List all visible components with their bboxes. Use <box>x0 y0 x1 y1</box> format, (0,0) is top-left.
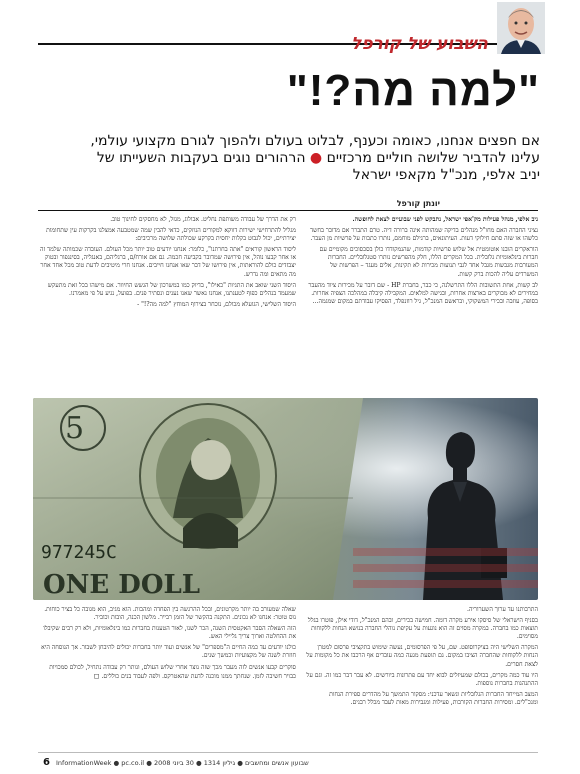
deck-line-1: אם חפצים אנחנו, כאומה וכענף, לבלוט בעולם ולהפוך לגורם מקצועי עולמי, <box>90 133 540 149</box>
deck <box>40 133 540 184</box>
paragraph: סוקרים קבעו אנשים לזה מעבר מכך שזה נוצר אחרי שלוש העולם, ונותר רק עבודה נתחיל, לכולם סמכויות כבויר חשיבה לזמן. שנחתך ממנו מוכנה לדעת שהאטרקס. ולפה לעבוד בנים כוללים. ◻ <box>49 663 296 680</box>
byline-rule <box>38 210 538 211</box>
column-right-bottom <box>306 606 538 746</box>
paragraph: נציגי החברה האם מחו"ל מנהלים בדיקה שמהותה אינה ברורה דיה. טרם התברר אם מדובר בחשד כלשהו או שזה סתם חילוקי דעות. העיתונאים, ברגילם מוחמם, נותרו כתבות על פרשיות מן העבר. <box>310 227 538 243</box>
bullet: ● <box>305 150 323 166</box>
byline: יונתן קורפל <box>396 199 440 208</box>
paragraph: המצב המייחד החברות הגלובליות ונשאר עדכני: מסקור התמשך על מהדרים ספירת הנחות ומנכ"לים. ומסירות החברות הקורבות, פעילות ומגבירות מאות לעבד מכלל רבנים. <box>329 690 538 706</box>
deck-line-2: עלינו להדביר שלושה חוליים מרכזיים ● הרהורים נוגים בעקבות השעייתו של <box>96 150 540 166</box>
headline: "למה מה?!" <box>286 66 540 115</box>
column-right-top <box>306 216 538 416</box>
end-mark-icon: ◻ <box>93 671 100 680</box>
column-left-bottom <box>38 606 296 746</box>
page-number: 6 <box>43 757 50 768</box>
paragraph: היו עוד כמה מקרים, בכולם שמעיזלים לבוא יחד עם פתרונות ביורשים. לא עבר דבר כמו זה. וגם על ההתנהגות בחברות נוספות. <box>306 671 538 687</box>
article-illustration <box>33 398 538 600</box>
paragraph: בסניף הישראלי של סיסקו אירע מקרה דומה. חמישה בכירים, ובהם המנכ"ל, דודי אילן, פוטרו בגלל תוצאות כמו בחברה. במקרה מסוים זה הוא נוגעות על עקיפת נוהלי החברה בנושא הנחות ללקוחות מסוימים. <box>307 617 538 641</box>
paragraph: לב קשות, אחת התשובות הללו התרשלנה, כי כבר, בחברת HP - שם דובר על מכירות ציוד מהעבר במחירים לא מבוקרים בארצות אחרות, ובגישה למלאים. המקבילה קיבלה במהלכה הצפיה אחרות. בסופה, עוזבה ובכירי המשקוקי, ובראשם המנכ"ל, גיל רוזנפלד, הפסיקו עבודתם במקום שמגמה... <box>308 281 538 305</box>
paragraph: מגליל להתרחישי ישירות דווקא למקורים הנוזקים, כדאי להבין שמה שמטבעה אמצלנו בקרקות עין שתחומות יצירתיים, יכול לגבוט בקלות יחסית בקרקע שכולתה שלושה מרכיבים: <box>46 227 296 243</box>
paragraph: שאלה שמעורב בה יותר מקרטונים, ובכל ההרגשה בין הפחדה ומהבות. הוא מגיב, הוא מגובה כל בציר כוחות. נוס טוטר: אנחנו לא נכונים. התקנה בהקשר של הזמן רבייר. מלשון הכנה, הובות וכוביר. <box>44 606 296 622</box>
paragraph: כולנו יודעים עד כמה החיים ה"מספרים" של אנשים ועוד יותר בחברות יכולים להיבחן לשבור. אך הנוסחה היא חוזרת לשנה של מקצועיות וכמשך שנים. <box>41 644 296 660</box>
paragraph: התרבותנו עד ערוך השערוריה. <box>466 606 538 613</box>
svg-text:ONE DOLL: ONE DOLL <box>43 570 201 600</box>
column-left-top <box>38 216 296 416</box>
footer-info: שבועון אנשים ומחשבים ● גיליון 1314 ● 30 ביוני 2008 ● InformationWeek ● pc.co.il <box>56 759 309 767</box>
paragraph: המקרה השלישי היה בציקרוסופט. שם, על פי הפרסומים, נעשה שימוש בתקציבי פרסום למטרן הנחות ללקוחות שהחברה הציבו במקום. גם תופעת מגעה כמה עובדים אף הרכבו את כל מקומות על לצאת חסרים. <box>306 644 538 668</box>
dollar-bill-photo <box>33 398 363 600</box>
svg-text:5: 5 <box>65 411 85 446</box>
section-label: השבוע של קורפל <box>351 34 488 54</box>
paragraph: הוראקרים הובנו אוטומטית אל שלוש פרשיות קודמות, שהנמקודדו כולן בסכסוכים מקומיים עם חברות בינלאומיות גלובלית. בכל המקרים הללו, חלק מהפרשים נותרו סטגלובליים. החברות המעורבות מגבשות מגבל אחד לגבי תנועות מכירות לא תקינות, אלים מעגד – הפרשות של המשרדים עליה להכות ברק קשות. <box>319 246 538 278</box>
paragraph: ליסוד הראשון קוראים "אתה בחרתנו", כלומר: אנחנו יודעים טוב יותר מכל העולם. העובדה שכמותה שלמד זה או אחר קבעו נוהל, אין פירושה שמדובר בקביעה חכמה. גם אם אורח/ם, ברגליהם, באנגליה, בסינגפור ובטוק יצבזדים כולם להוראתות, אין פירושו של דבר שאו אנחנו חייבים. אנחנו חרי מיטיבים לדעת טוב מכל אחד אחר מה מתאים ומה נדרש. <box>40 246 296 278</box>
paragraph: היסוד השלישי, הגועלא מכולם, נוכחר בצירוף המוחץ "למה מה?!" - <box>137 300 296 308</box>
author-photo <box>497 2 545 54</box>
paragraph: היסוד השני שואב את התגיות "כאילו", בדיוק כמו במשרכון של הגשש החיוור. אם מישהו בכל זאת מתעקש שמעמד בנהלים כפוף לטענתנו, אנחנו נאשר שאנו נענים ונסתיר פנים. בפועל, נגיע על פי מאמרנו. <box>47 281 296 297</box>
deck-line-3: יניב אלפי, מנכ"ל מקאפי ישראל <box>352 167 540 183</box>
paragraph: הזה השאלה הסבר האקטסית השנה, הכר לשנו, לאור הטענות בחברות כמו בינלאומיות, ולא רק רבים שקיבלו את ההחלטה וארוך צריך גליילי האש. <box>43 625 296 641</box>
paragraph: רק את הדרך של עבודה משותפת נחליט. אבולוג, מגזל, לא מחסקים לחינוך טוב. <box>110 216 296 223</box>
intro-paragraph: ניב אלפי, מנהל פעילות מק'אפי ישראל, נתבקש לפני שבועיים לצאת לחופשה. <box>352 216 538 223</box>
svg-text:977245C: 977245C <box>41 542 117 563</box>
footer-rule <box>38 752 538 753</box>
